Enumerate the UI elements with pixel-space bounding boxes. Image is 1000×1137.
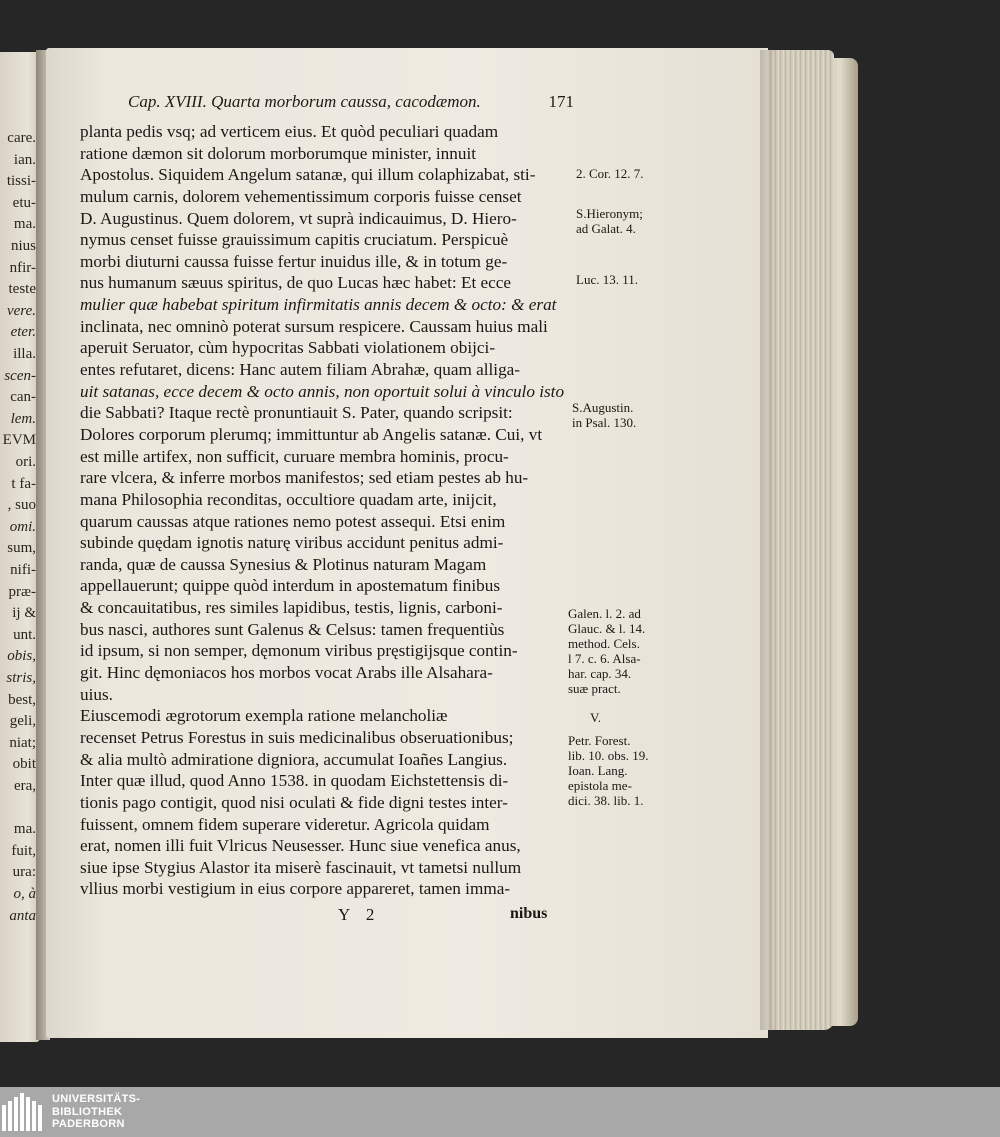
margin-note-line: Luc. 13. 11. bbox=[576, 272, 638, 287]
text-line: Apostolus. Siquidem Angelum satanæ, qui illum colaphizabat, sti- bbox=[80, 165, 536, 185]
text-line: planta pedis vsq; ad verticem eius. Et quòd peculiari quadam bbox=[80, 122, 499, 141]
signature-mark: Y 2 bbox=[338, 905, 381, 924]
text-line: fuissent, omnem fidem superare videretur. Agricola quidam bbox=[80, 814, 490, 834]
text-line: quarum caussas atque rationes nemo potest assequi. Etsi enim bbox=[80, 511, 506, 531]
margin-note bbox=[568, 606, 645, 696]
page-edge-shadow bbox=[760, 50, 778, 1030]
previous-page-fragment: niat; bbox=[9, 734, 36, 751]
text-line: rare vlcera, & inferre morbos manifestos; sed etiam pestes ab hu- bbox=[80, 468, 529, 488]
logo-line-3: PADERBORN bbox=[52, 1118, 125, 1130]
margin-note-line: suæ pract. bbox=[568, 681, 621, 696]
text-line: ratione dæmon sit dolorum morborumque minister, innuit bbox=[80, 143, 477, 163]
margin-note-line: Petr. Forest. bbox=[568, 733, 631, 748]
previous-page-fragment: era, bbox=[13, 778, 36, 794]
text-line: uius. bbox=[80, 684, 113, 704]
text-line: est mille artifex, non sufficit, curuare membra hominis, procu- bbox=[80, 446, 509, 466]
previous-page-fragment: geli, bbox=[9, 713, 36, 730]
text-line: D. Augustinus. Quem dolorem, vt suprà indicauimus, D. Hiero- bbox=[80, 208, 517, 228]
text-line: appellauerunt; quippe quòd interdum in apostematum finibus bbox=[80, 576, 501, 596]
previous-page-fragment: etu- bbox=[12, 194, 36, 211]
text-line: tionis pago contigit, quod nisi oculati & fide digni testes inter- bbox=[80, 792, 508, 812]
previous-page-fragment: t fa- bbox=[11, 475, 36, 492]
margin-note-line: Ioan. Lang. bbox=[568, 763, 628, 778]
previous-page-fragment: scen- bbox=[4, 367, 36, 384]
text-line: siue ipse Stygius Alastor ita miserè fascinauit, vt tametsi nullum bbox=[80, 857, 522, 877]
previous-page-fragment: sum, bbox=[7, 540, 36, 557]
margin-note bbox=[576, 272, 638, 287]
running-header bbox=[128, 92, 574, 112]
text-line: randa, quæ de caussa Synesius & Plotinus naturam Magam bbox=[80, 554, 487, 574]
text-line: Eiuscemodi ægrotorum exempla ratione melancholiæ bbox=[80, 706, 448, 726]
margin-note-line: S.Hieronym; bbox=[576, 206, 643, 221]
margin-note bbox=[576, 166, 644, 181]
text-line: Inter quæ illud, quod Anno 1538. in quodam Eichstettensis di- bbox=[80, 771, 509, 791]
text-line: entes refutaret, dicens: Hanc autem filiam Abrahæ, quam alliga- bbox=[80, 360, 521, 380]
margin-note bbox=[568, 733, 649, 808]
margin-note bbox=[590, 710, 601, 725]
text-line: git. Hinc dęmoniacos hos morbos vocat Arabs ille Alsaharа- bbox=[80, 663, 493, 683]
text-line: mulier quæ habebat spiritum infirmitatis annis decem & octo: & erat bbox=[80, 295, 557, 315]
previous-page-fragment: o, à bbox=[13, 886, 36, 902]
previous-page-fragment: stris, bbox=[6, 670, 36, 686]
main-text-block bbox=[80, 121, 566, 900]
text-line: & concauitatibus, res similes lapidibus, testis, lignis, carboni- bbox=[80, 598, 503, 618]
text-line: subinde quędam ignotis naturę viribus accidunt penitus admi- bbox=[80, 533, 504, 553]
previous-page-fragment: , suo bbox=[7, 497, 36, 514]
text-line: morbi diuturni caussa fuisse fertur inuidus ille, & in totum ge- bbox=[80, 251, 508, 271]
previous-page-fragment: unt. bbox=[13, 626, 36, 643]
text-line: uit satanas, ecce decem & octo annis, non oportuit solui à vinculo isto bbox=[80, 381, 565, 401]
margin-note-line: method. Cels. bbox=[568, 636, 640, 651]
margin-note-line: epistola me- bbox=[568, 778, 632, 793]
logo-line-2: BIBLIOTHEK bbox=[52, 1105, 123, 1118]
previous-page-fragment: ij & bbox=[12, 605, 36, 622]
previous-page-edge bbox=[0, 52, 40, 1042]
text-line: nymus censet fuisse grauissimum capitis cruciatum. Perspicuè bbox=[80, 230, 509, 250]
catchword: nibus bbox=[510, 905, 548, 922]
previous-page-fragment: nfir- bbox=[9, 259, 36, 276]
margin-note-line: Galen. l. 2. ad bbox=[568, 606, 641, 621]
margin-note-line: V. bbox=[590, 710, 601, 725]
margin-note-line: har. cap. 34. bbox=[568, 666, 632, 681]
library-footer-bar bbox=[0, 1087, 1000, 1137]
previous-page-fragment: anta bbox=[9, 907, 36, 924]
margin-note-line: ad Galat. 4. bbox=[576, 221, 636, 236]
text-line: bus nasci, authores sunt Galenus & Celsus: tamen frequentiùs bbox=[80, 619, 505, 639]
previous-page-fragment: tissi- bbox=[6, 173, 36, 190]
previous-page-fragment: care. bbox=[7, 130, 36, 146]
margin-note-line: lib. 10. obs. 19. bbox=[568, 748, 649, 763]
previous-page-fragment: EVM bbox=[2, 432, 36, 449]
previous-page-fragment: ian. bbox=[13, 151, 36, 168]
previous-page-fragment: best, bbox=[8, 691, 36, 708]
previous-page-fragment: obis, bbox=[7, 648, 36, 665]
previous-page-fragment: fuit, bbox=[11, 842, 36, 859]
margin-note-line: in Psal. 130. bbox=[572, 415, 637, 430]
text-line: nus humanum sæuus spiritus, de quo Lucas hæc habet: Et ecce bbox=[80, 273, 512, 293]
previous-page-fragment: illa. bbox=[13, 346, 36, 362]
margin-note-line: S.Augustin. bbox=[572, 400, 634, 415]
page-number: 171 bbox=[548, 92, 574, 111]
text-line: id ipsum, si non semper, dęmonum viribus pręstigijsque contin- bbox=[80, 641, 518, 661]
previous-page-fragment: eter. bbox=[10, 324, 36, 341]
previous-page-fragment: nius bbox=[10, 238, 36, 254]
previous-page-fragment: lem. bbox=[10, 410, 36, 427]
previous-page-fragment: nifi- bbox=[10, 562, 36, 578]
previous-page-fragment: ma. bbox=[13, 821, 36, 838]
logo-line-1: UNIVERSITÄTS- bbox=[52, 1093, 141, 1105]
text-line: inclinata, nec omninò poterat sursum respicere. Caussam huius mali bbox=[80, 316, 548, 336]
margin-note-line: dici. 38. lib. 1. bbox=[568, 793, 644, 808]
previous-page-fragment: can- bbox=[10, 389, 36, 406]
previous-page-fragment: præ- bbox=[8, 583, 36, 600]
previous-page-fragment: ma. bbox=[13, 216, 36, 233]
previous-page-fragment: ura: bbox=[12, 864, 36, 881]
margin-note-line: 2. Cor. 12. 7. bbox=[576, 166, 644, 181]
library-logo-icon bbox=[0, 1093, 44, 1131]
previous-page-fragment: vere. bbox=[6, 302, 36, 319]
margin-note bbox=[572, 400, 636, 430]
text-line: mana Philosophia reconditas, occultiore quadam arte, inijcit, bbox=[80, 489, 497, 509]
text-line: erat, nomen illi fuit Vlricus Neusesser. Hunc siue venefica anus, bbox=[80, 836, 521, 856]
margin-note bbox=[576, 206, 643, 236]
margin-note-line: Glauc. & l. 14. bbox=[568, 621, 646, 636]
text-line: recenset Petrus Forestus in suis medicinalibus obseruationibus; bbox=[80, 727, 514, 747]
text-line: die Sabbati? Itaque rectè pronuntiauit S. Pater, quando scripsit: bbox=[80, 403, 513, 423]
text-line: vllius morbi vestigium in eius corpore appareret, tamen imma- bbox=[80, 879, 511, 899]
text-line: Dolores corporum plerumq; immittuntur ab Angelis satanæ. Cui, vt bbox=[80, 424, 543, 444]
text-line: mulum carnis, dolorem vehementissimum corporis fuisse censet bbox=[80, 186, 522, 206]
previous-page-fragment: omi. bbox=[9, 518, 36, 535]
library-logo-text bbox=[52, 1093, 140, 1131]
previous-page-fragment: teste bbox=[8, 281, 36, 298]
running-title: Cap. XVIII. Quarta morborum caussa, cacodæmon. bbox=[128, 92, 481, 111]
margin-note-line: l 7. c. 6. Alsa- bbox=[568, 651, 641, 666]
previous-page-fragment: obit bbox=[12, 756, 36, 773]
previous-page-fragment: ori. bbox=[15, 454, 36, 470]
text-line: & alia multò admiratione digniora, accumulat Ioañes Langius. bbox=[80, 749, 508, 769]
text-line: aperuit Seruator, cùm hypocritas Sabbati violationem obijci- bbox=[80, 338, 496, 358]
